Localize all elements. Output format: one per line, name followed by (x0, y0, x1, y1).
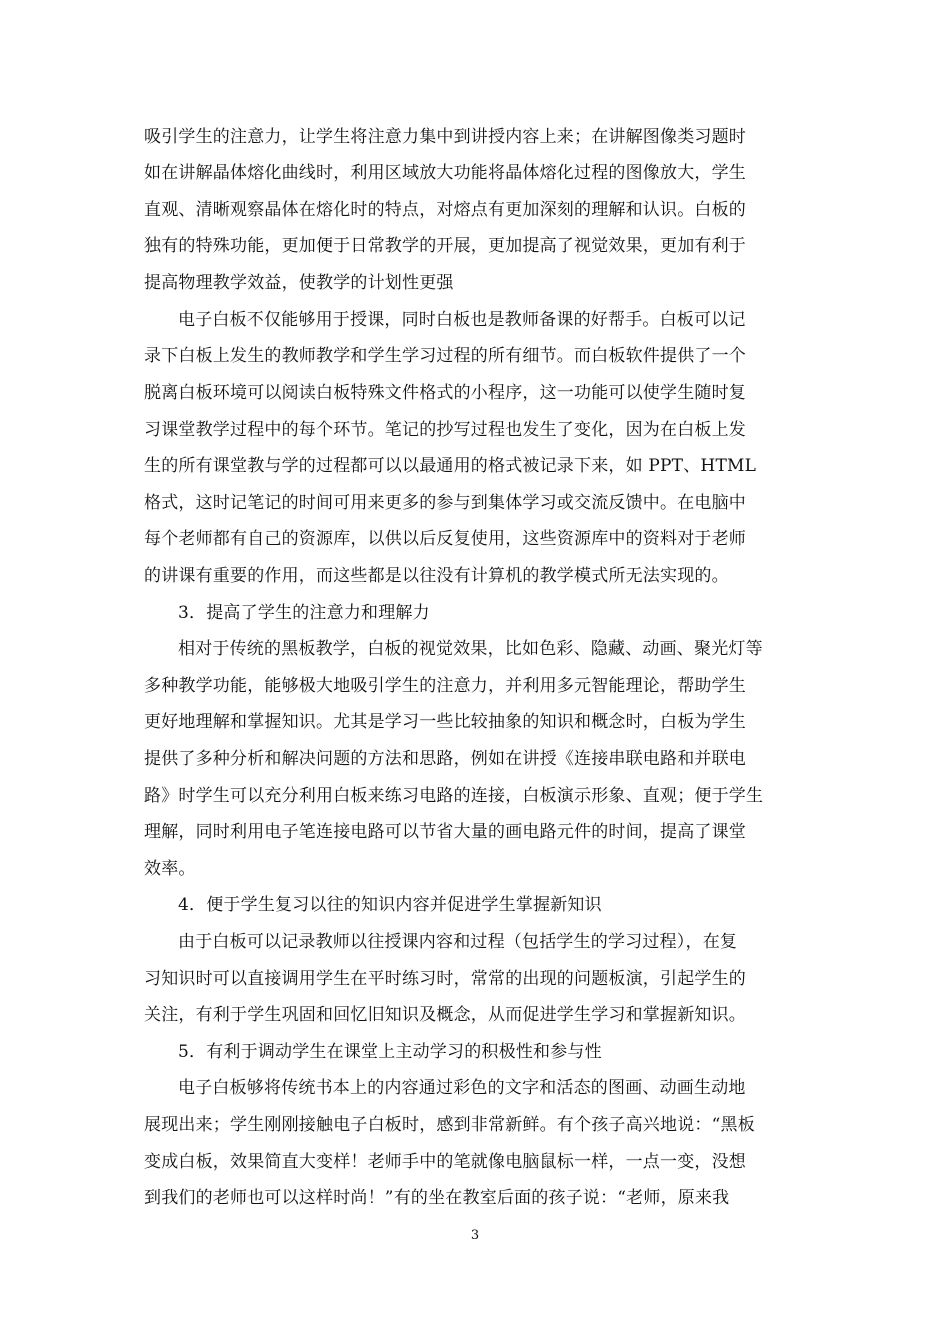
text-line: 提供了多种分析和解决问题的方法和思路，例如在讲授《连接串联电路和并联电 (144, 749, 746, 769)
text-line: 理解，同时利用电子笔连接电路可以节省大量的画电路元件的时间，提高了课堂 (144, 822, 746, 842)
text-line: 每个老师都有自己的资源库，以供以后反复使用，这些资源库中的资料对于老师 (144, 529, 746, 549)
section-heading: 5．有利于调动学生在课堂上主动学习的积极性和参与性 (178, 1042, 602, 1062)
text-line: 格式，这时记笔记的时间可用来更多的参与到集体学习或交流反馈中。在电脑中 (144, 493, 746, 513)
text-line: 习课堂教学过程中的每个环节。笔记的抄写过程也发生了变化，因为在白板上发 (144, 420, 746, 440)
text-line: 多种教学功能，能够极大地吸引学生的注意力，并利用多元智能理论，帮助学生 (144, 676, 746, 696)
text-line: 路》时学生可以充分利用白板来练习电路的连接，白板演示形象、直观；便于学生 (144, 786, 764, 806)
text-line: 脱离白板环境可以阅读白板特殊文件格式的小程序，这一功能可以使学生随时复 (144, 383, 746, 403)
text-line: 直观、清晰观察晶体在熔化时的特点，对熔点有更加深刻的理解和认识。白板的 (144, 200, 746, 220)
text-line: 独有的特殊功能，更加便于日常教学的开展，更加提高了视觉效果，更加有利于 (144, 236, 746, 256)
text-line: 相对于传统的黑板教学，白板的视觉效果，比如色彩、隐藏、动画、聚光灯等 (178, 639, 763, 659)
text-line: 由于白板可以记录教师以往授课内容和过程（包括学生的学习过程），在复 (178, 932, 738, 952)
text-line: 提高物理教学效益，使教学的计划性更强 (144, 273, 454, 293)
text-line: 变成白板，效果简直大变样！老师手中的笔就像电脑鼠标一样，一点一变，没想 (144, 1152, 746, 1172)
section-heading: 4．便于学生复习以往的知识内容并促进学生掌握新知识 (178, 895, 602, 915)
section-heading: 3．提高了学生的注意力和理解力 (178, 603, 430, 623)
text-line: 的讲课有重要的作用，而这些都是以往没有计算机的教学模式所无法实现的。 (144, 566, 729, 586)
text-line: 电子白板不仅能够用于授课，同时白板也是教师备课的好帮手。白板可以记 (178, 310, 746, 330)
text-line: 效率。 (144, 859, 196, 879)
text-line: 关注，有利于学生巩固和回忆旧知识及概念，从而促进学生学习和掌握新知识。 (144, 1005, 746, 1025)
text-line: 吸引学生的注意力，让学生将注意力集中到讲授内容上来；在讲解图像类习题时 (144, 127, 746, 147)
text-line: 生的所有课堂教与学的过程都可以以最通用的格式被记录下来，如 PPT、HTML (144, 456, 757, 476)
text-line: 如在讲解晶体熔化曲线时，利用区域放大功能将晶体熔化过程的图像放大，学生 (144, 163, 746, 183)
page-number: 3 (470, 1228, 480, 1243)
text-line: 习知识时可以直接调用学生在平时练习时，常常的出现的问题板演，引起学生的 (144, 969, 746, 989)
text-line: 到我们的老师也可以这样时尚！”有的坐在教室后面的孩子说：“老师，原来我 (144, 1188, 730, 1208)
text-line: 更好地理解和掌握知识。尤其是学习一些比较抽象的知识和概念时，白板为学生 (144, 712, 746, 732)
text-line: 录下白板上发生的教师教学和学生学习过程的所有细节。而白板软件提供了一个 (144, 346, 746, 366)
text-line: 展现出来；学生刚刚接触电子白板时，感到非常新鲜。有个孩子高兴地说：“黑板 (144, 1115, 755, 1135)
text-line: 电子白板够将传统书本上的内容通过彩色的文字和活态的图画、动画生动地 (178, 1078, 746, 1098)
